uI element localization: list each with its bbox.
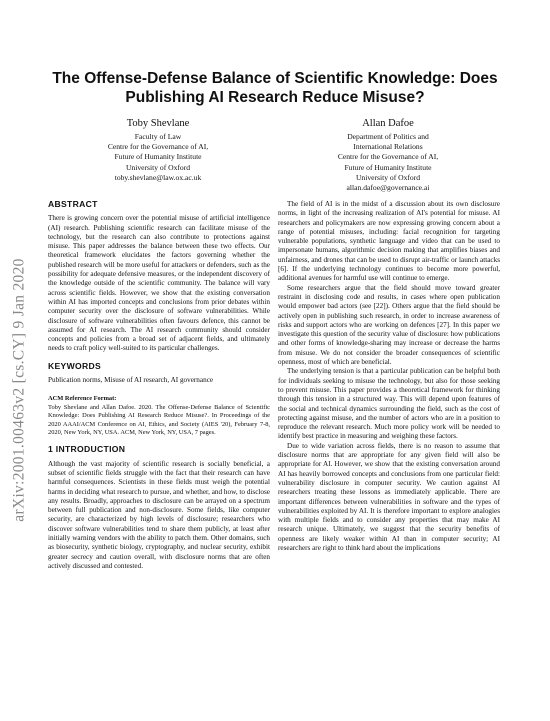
author-affiliation-line: International Relations xyxy=(353,142,423,152)
author-name: Allan Dafoe xyxy=(362,118,414,129)
reference-format-heading: ACM Reference Format: xyxy=(48,395,117,403)
introduction-heading: 1 INTRODUCTION xyxy=(48,444,126,455)
author-affiliation-line: Centre for the Governance of AI, xyxy=(107,142,209,152)
arxiv-id-text: arXiv:2001.00463v2 [cs.CY] 9 Jan 2020 xyxy=(11,258,29,522)
author-1 xyxy=(53,117,263,183)
author-email[interactable]: toby.shevlane@law.ox.ac.uk xyxy=(114,172,202,182)
keywords-text: Publication norms, Misuse of AI research, AI governance xyxy=(48,376,214,385)
author-email[interactable]: allan.dafoe@governance.ai xyxy=(346,183,430,193)
paper-title: The Offense-Defense Balance of Scientific Knowledge: Does Publishing AI Research Reduce Misuse? xyxy=(52,70,498,106)
body-paragraph: Due to wide variation across fields, there is no reason to assume that disclosure norms that are appropriate for any given field will also be appropriate for AI. However, we show that the existing conversation around AI has heavily borrowed concepts and conclusions from one particular field: vulnerability disclosure in computer security. We caution against AI researchers treating these lessons as immediately applicable. There are important differences between vulnerabilities in software and the types of vulnerabilities exploited by AI. It is therefore important to explore analogies with multiple fields and to consider any properties that may make AI research unique. Ultimately, we suggest that the security benefits of openness are likely weaker within AI than in computer security; AI researchers are right to think hard about the implications xyxy=(278,441,500,552)
arxiv-identifier xyxy=(2,180,38,600)
body-paragraph: The underlying tension is that a particular publication can be helpful both for individuals seeking to misuse the technology, but also for those seeking to prevent misuse. This paper provides a theoretical framework for thinking through this tension in a structured way. This will depend upon features of the social and technical dynamics surrounding the field, such as the cost of protecting against misuse, and the number of actors who are in a position to reproduce the relevant research. Much more policy work will be needed to identify best practice in measuring and weighing these factors. xyxy=(278,367,500,441)
left-column xyxy=(48,200,270,571)
right-column xyxy=(278,200,500,553)
body-paragraph: Some researchers argue that the field should move toward greater restraint in disclosing code and results, in cases where open publication would empower bad actors (see [22]). Others argue that the field should be actively open in publishing such research, in order to increase awareness of risks and support actors who are working on defences [27]. In this paper we investigate this question of the security value of disclosure: how publications and other forms of knowledge-sharing may increase or decrease the harms from misuse. We do not consider the broader consequences of scientific openness, most of which are beneficial. xyxy=(278,283,500,367)
author-affiliation-line: University of Oxford xyxy=(355,172,421,182)
keywords-heading: KEYWORDS xyxy=(48,360,102,371)
author-affiliation-line: Future of Humanity Institute xyxy=(114,152,202,162)
author-affiliation-line: University of Oxford xyxy=(125,162,191,172)
author-2 xyxy=(283,117,493,193)
author-affiliation-line: Department of Politics and xyxy=(347,132,429,141)
introduction-text: Although the vast majority of scientific research is socially beneficial, a subset of scientific fields struggle with the fact that their research can have harmful consequences. Scientists in these fields must weigh the potential harms in deciding what research to pursue, and whether, and how, to disclose any results. Broadly, approaches to disclosure can be arrayed on a spectrum between full publication and non-disclosure. Some fields, like computer security, are characterized by high levels of disclosure; researchers who discover software vulnerabilities tend to share them publicly, at least after initially warning vendors with the ability to patch them. Other domains, such as biosecurity, synthetic biology, cryptography, and nuclear security, exhibit greater secrecy and caution overall, with disclosure norms that are often actively discussed and contested. xyxy=(48,459,270,570)
body-paragraph: The field of AI is in the midst of a discussion about its own disclosure norms, in light of the increasing realization of AI's potential for misuse. AI researchers and policymakers are now expressing growing concern about a range of potential misuses, including: facial recognition for targeting vulnerable populations, synthetic language and video that can be used to impersonate humans, algorithmic decision making that amplifies biases and unfairness, and drones that can be used to disrupt air-traffic or launch attacks [6]. If the underlying technology continues to become more powerful, additional avenues for harmful use will continue to emerge. xyxy=(278,200,500,283)
abstract-heading: ABSTRACT xyxy=(48,199,98,209)
reference-format-text: Toby Shevlane and Allan Dafoe. 2020. The Offense-Defense Balance of Scientific Knowledge: Does Publishing AI Research Reduce Misuse?. In Proceedings of the 2020 AAAI/ACM Conference on AI, Ethics, and Society (AIES '20), February 7-8, 2020, New York, NY, USA. ACM, New York, NY, USA, 7 pages. xyxy=(48,403,270,436)
author-affiliation-line: Faculty of Law xyxy=(134,132,182,141)
author-affiliation-line: Future of Humanity Institute xyxy=(344,162,432,172)
abstract-text: There is growing concern over the potential misuse of artificial intelligence (AI) research. Publishing scientific research can facilitate misuse of the technology, but the research can also contribute to protections against misuse. This paper addresses the balance between these two effects. Our theoretical framework elucidates the factors governing whether the published research will be more useful for attackers or defenders, such as the possibility for adequate defensive measures, or the independent discovery of the knowledge outside of the scientific community. The balance will vary across scientific fields. However, we show that the existing conversation within AI has imported concepts and conclusions from prior debates within computer security over the disclosure of software vulnerabilities. While disclosure of software vulnerabilities often favours defence, this cannot be assumed for AI research. The AI research community should consider concepts and policies from a broad set of adjacent fields, and ultimately needs to craft policy well-suited to its particular challenges. xyxy=(48,214,270,353)
author-affiliation-line: Centre for the Governance of AI, xyxy=(337,152,439,162)
author-name: Toby Shevlane xyxy=(126,118,190,129)
author-block xyxy=(48,117,502,207)
